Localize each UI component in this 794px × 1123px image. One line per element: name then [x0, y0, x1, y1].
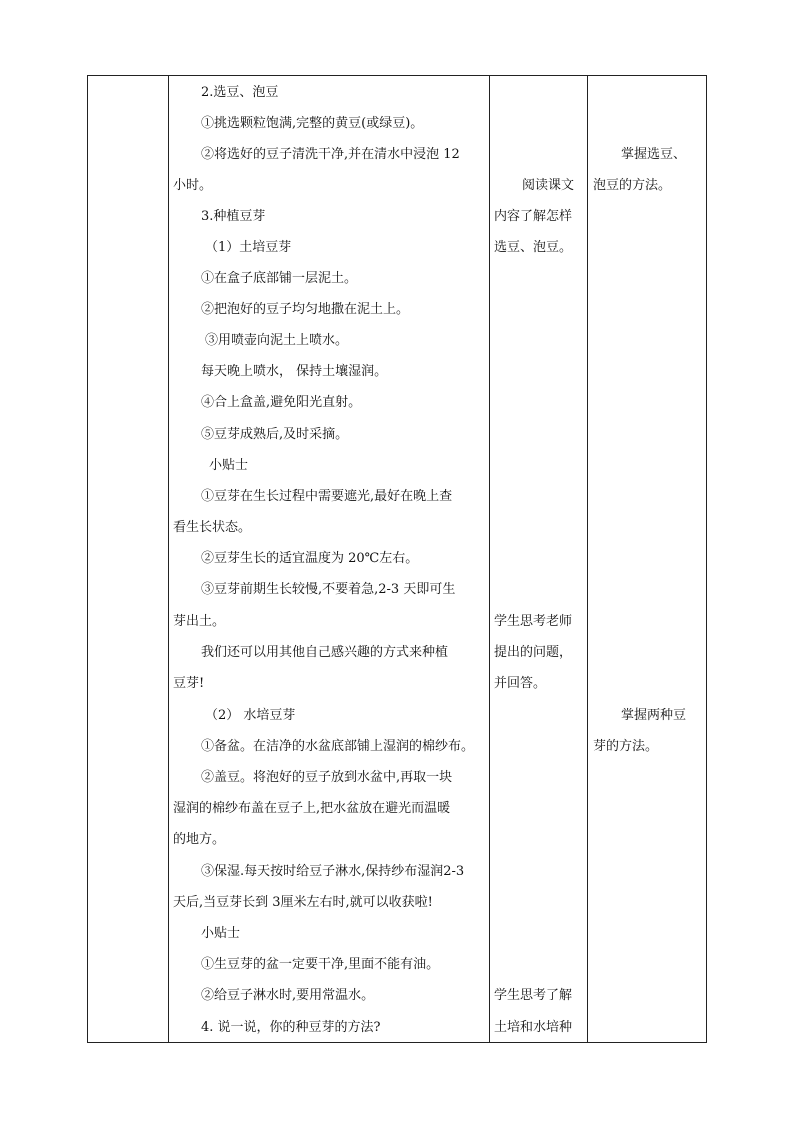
content-line: 4. 说一说，你的种豆芽的方法?	[201, 1020, 381, 1035]
content-line: 2.选豆、泡豆	[201, 85, 279, 100]
content-line: 天后,当豆芽长到 3厘米左右时,就可以收获啦!	[173, 895, 433, 910]
student-line: 学生思考了解	[494, 988, 573, 1003]
content-line: 豆芽!	[173, 676, 205, 691]
content-line: 小时。	[173, 178, 213, 193]
student-line: 选豆、泡豆。	[494, 240, 573, 255]
student-line: 土培和水培种	[494, 1020, 573, 1035]
content-line: ③豆芽前期生长较慢,不要着急,2-3 天即可生	[201, 582, 456, 597]
column-divider	[489, 76, 490, 1042]
content-line: ②将选好的豆子清洗干净,并在清水中浸泡 12	[201, 147, 460, 162]
content-line: 小贴士	[201, 926, 241, 941]
content-line: 的地方。	[173, 832, 226, 847]
content-line: 看生长状态。	[173, 520, 252, 535]
content-line: ②豆芽生长的适宜温度为 20℃左右。	[201, 551, 419, 566]
goal-line: 泡豆的方法。	[593, 178, 672, 193]
student-line: 提出的问题，	[494, 645, 573, 660]
goal-line: 掌握两种豆	[621, 708, 687, 723]
content-line: ③用喷壶向泥土上喷水。	[205, 333, 349, 348]
content-line: 芽出土。	[173, 614, 226, 629]
content-line: ①豆芽在生长过程中需要遮光,最好在晚上查	[201, 489, 453, 504]
column-divider	[168, 76, 169, 1042]
content-line: ①挑选颗粒饱满,完整的黄豆(或绿豆)。	[201, 116, 424, 131]
student-line: 学生思考老师	[494, 614, 573, 629]
student-line: 内容了解怎样	[494, 209, 573, 224]
goal-line: 掌握选豆、	[621, 147, 687, 162]
content-line: ②把泡好的豆子均匀地撒在泥土上。	[201, 302, 410, 317]
content-line: ①在盒子底部铺一层泥土。	[201, 271, 358, 286]
content-line: 小贴士	[209, 458, 249, 473]
student-line: 阅读课文	[522, 178, 575, 193]
content-line: （1）土培豆芽	[205, 240, 292, 255]
goal-line: 芽的方法。	[593, 739, 659, 754]
content-line: ⑤豆芽成熟后,及时采摘。	[201, 427, 349, 442]
content-line: ②盖豆。将泡好的豆子放到水盆中,再取一块	[201, 770, 453, 785]
content-line: 湿润的棉纱布盖在豆子上,把水盆放在避光而温暖	[173, 801, 451, 816]
student-line: 并回答。	[494, 676, 547, 691]
column-divider	[587, 76, 588, 1042]
content-line: 3.种植豆芽	[201, 209, 266, 224]
content-line: （2） 水培豆芽	[205, 708, 296, 723]
content-line: ①备盆。在洁净的水盆底部铺上湿润的棉纱布。	[201, 739, 475, 754]
content-line: 我们还可以用其他自己感兴趣的方式来种植	[201, 645, 449, 660]
content-line: 每天晚上喷水， 保持土壤湿润。	[201, 364, 388, 379]
content-line: ④合上盒盖,避免阳光直射。	[201, 395, 362, 410]
content-line: ③保湿.每天按时给豆子淋水,保持纱布湿润2-3	[201, 864, 465, 879]
content-line: ②给豆子淋水时,要用常温水。	[201, 988, 375, 1003]
content-line: ①生豆芽的盆一定要干净,里面不能有油。	[201, 957, 440, 972]
